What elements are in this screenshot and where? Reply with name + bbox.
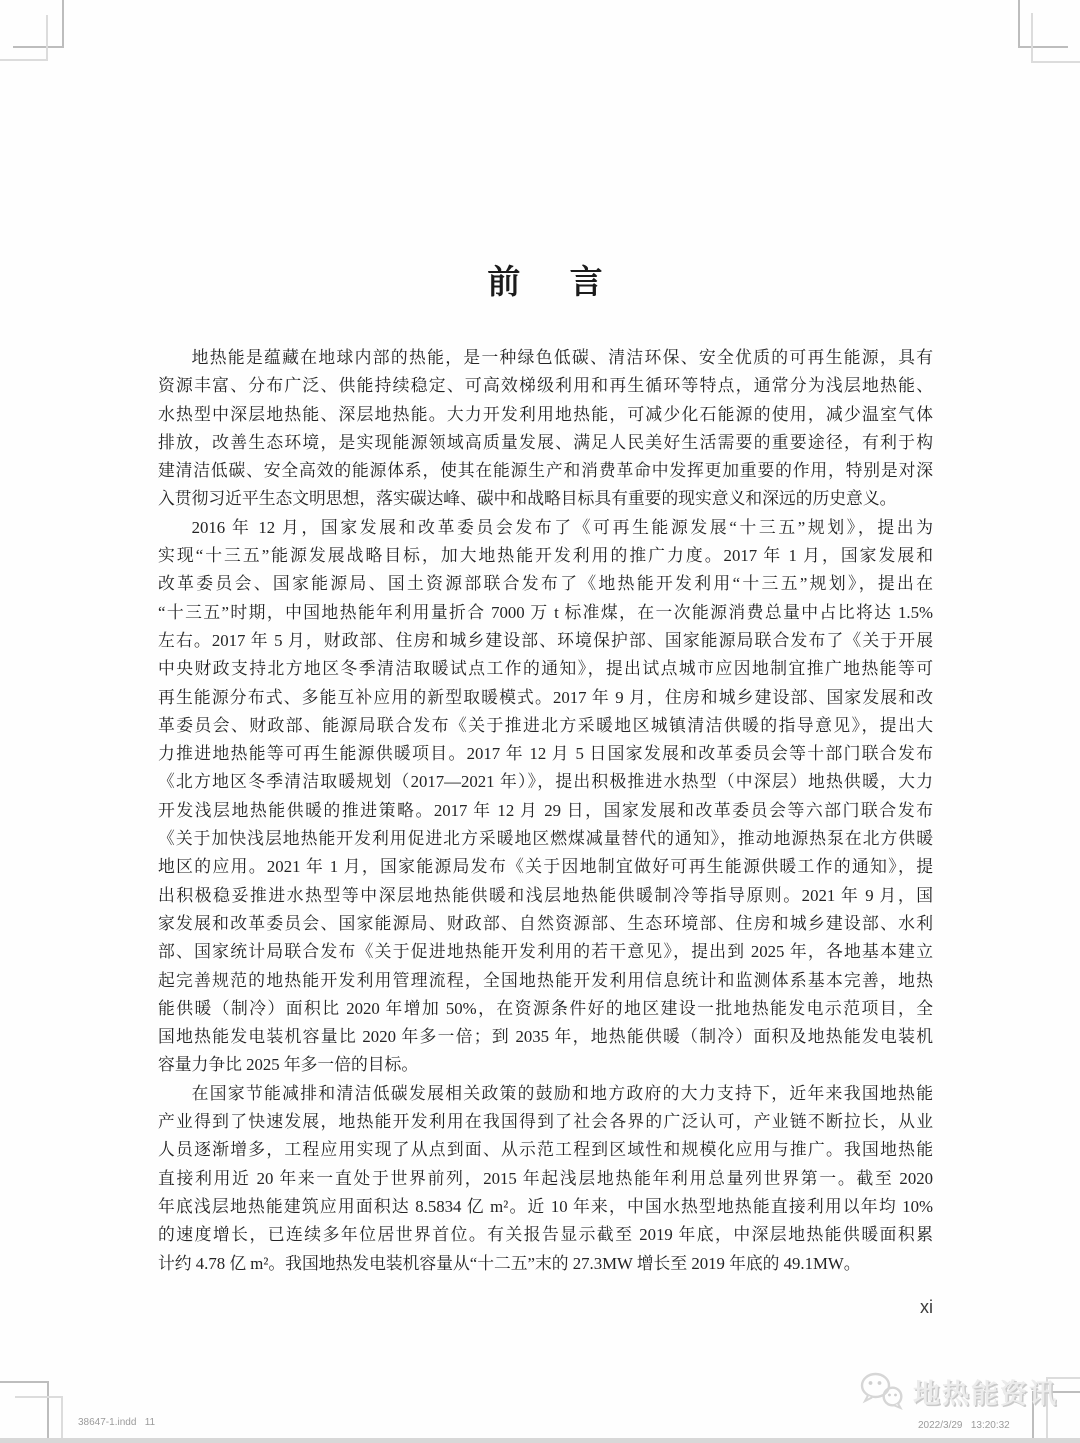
watermark-text: 地热能资讯 (913, 1378, 1058, 1409)
crop-mark (1031, 61, 1080, 63)
text-line: 左右。2017 年 5 月，财政部、住房和城乡建设部、环境保护部、国家能源局联合发布了《关于开展 (158, 630, 933, 650)
text-line: 实现“十三五”能源发展战略目标，加大地热能开发利用的推广力度。2017 年 1 月，国家发展和 (158, 546, 933, 566)
text-line: 再生能源分布式、多能互补应用的新型取暖模式。2017 年 9 月，住房和城乡建设部、国家发展和改 (158, 687, 933, 707)
page-number: xi (920, 1297, 933, 1317)
text-line: 国地热能发电装机容量比 2020 年多一倍；到 2035 年，地热能供暖（制冷）面积及地热能发电装机 (158, 1027, 933, 1047)
paragraph (158, 514, 933, 1080)
scan-bottom-edge (0, 1438, 1080, 1443)
footer-timestamp: 2022/3/29 13:20:32 (918, 1420, 1010, 1431)
paragraph (158, 344, 933, 514)
text-line: 家发展和改革委员会、国家能源局、财政部、自然资源部、生态环境部、住房和城乡建设部、水利 (158, 913, 933, 933)
text-line: 部、国家统计局联合发布《关于促进地热能开发利用的若干意见》，提出到 2025 年，各地基本建立 (158, 942, 933, 962)
text-line: 力推进地热能等可再生能源供暖项目。2017 年 12 月 5 日国家发展和改革委员会等十部门联合发布 (158, 744, 933, 764)
text-line: 直接利用近 20 年来一直处于世界前列，2015 年起浅层地热能年利用总量列世界第一。截至 2020 (158, 1168, 933, 1188)
crop-mark (62, 0, 64, 48)
preface-body (158, 344, 933, 1278)
page-title: 前 言 (487, 263, 604, 300)
text-line: 年底浅层地热能建筑应用面积达 8.5834 亿 m²。近 10 年来，中国水热型地热能直接利用以年均 10% (158, 1196, 933, 1216)
crop-mark (1031, 13, 1033, 63)
text-line: 能供暖（制冷）面积比 2020 年增加 50%，在资源条件好的地区建设一批地热能发电示范项目，全 (158, 998, 933, 1018)
crop-mark (0, 1381, 49, 1383)
text-line: 计约 4.78 亿 m²。我国地热发电装机容量从“十二五”末的 27.3MW 增长至 2019 年底的 49.1MW。 (158, 1253, 861, 1273)
text-line: 水热型中深层地热能、深层地热能。大力开发利用地热能，可减少化石能源的使用，减少温室气体 (158, 404, 933, 424)
text-line: 容量力争比 2025 年多一倍的目标。 (158, 1055, 419, 1075)
text-line: “十三五”时期，中国地热能年利用量折合 7000 万 t 标准煤，在一次能源消费总量中占比将达 1.5% (158, 602, 933, 622)
crop-mark (47, 1381, 49, 1441)
crop-mark (0, 59, 48, 61)
text-line: 的速度增长，已连续多年位居世界首位。有关报告显示截至 2019 年底，中深层地热能供暖面积累 (158, 1225, 933, 1245)
text-line: 起完善规范的地热能开发利用管理流程，全国地热能开发利用信息统计和监测体系基本完善，地热 (158, 970, 933, 990)
text-line: 地区的应用。2021 年 1 月，国家能源局发布《关于因地制宜做好可再生能源供暖工作的通知》，提 (158, 857, 933, 877)
text-line: 产业得到了快速发展，地热能开发利用在我国得到了社会各界的广泛认可，产业链不断拉长，从业 (158, 1112, 933, 1132)
text-line: 排放，改善生态环境，是实现能源领域高质量发展、满足人民美好生活需要的重要途径，有利于构 (158, 432, 933, 452)
watermark (858, 1370, 1058, 1412)
crop-mark (13, 46, 64, 48)
text-line: 2016 年 12 月，国家发展和改革委员会发布了《可再生能源发展“十三五”规划》，提出为 (191, 517, 933, 537)
text-line: 入贯彻习近平生态文明思想，落实碳达峰、碳中和战略目标具有重要的现实意义和深远的历史意义。 (158, 489, 897, 509)
text-line: 人员逐渐增多，工程应用实现了从点到面、从示范工程到区域性和规模化应用与推广。我国地热能 (158, 1140, 933, 1160)
paragraph (158, 1080, 933, 1278)
text-line: 《关于加快浅层地热能开发利用促进北方采暖地区燃煤减量替代的通知》，推动地源热泵在北方供暖 (158, 829, 933, 849)
crop-mark (15, 1396, 63, 1398)
crop-mark (1018, 46, 1068, 48)
text-line: 在国家节能减排和清洁低碳发展相关政策的鼓励和地方政府的大力支持下，近年来我国地热能 (191, 1083, 933, 1103)
text-line: 《北方地区冬季清洁取暖规划（2017—2021 年）》，提出积极推进水热型（中深层）地热供暖，大力 (158, 772, 933, 792)
wechat-icon (858, 1370, 906, 1412)
text-line: 出积极稳妥推进水热型等中深层地热能供暖和浅层地热能供暖制冷等指导原则。2021 年 9 月，国 (158, 885, 933, 905)
crop-mark (46, 15, 48, 61)
footer-file-label: 38647-1.indd 11 (78, 1417, 156, 1428)
crop-mark (61, 1396, 63, 1443)
text-line: 建清洁低碳、安全高效的能源体系，使其在能源生产和消费革命中发挥更加重要的作用，特别是对深 (158, 461, 933, 481)
text-line: 改革委员会、国家能源局、国土资源部联合发布了《地热能开发利用“十三五”规划》，提出在 (158, 574, 933, 594)
text-line: 中央财政支持北方地区冬季清洁取暖试点工作的通知》，提出试点城市应因地制宜推广地热能等可 (158, 659, 933, 679)
text-line: 地热能是蕴藏在地球内部的热能，是一种绿色低碳、清洁环保、安全优质的可再生能源，具有 (191, 348, 933, 367)
text-line: 革委员会、财政部、能源局联合发布《关于推进北方采暖地区城镇清洁供暖的指导意见》，提出大 (158, 715, 933, 735)
text-line: 资源丰富、分布广泛、供能持续稳定、可高效梯级利用和再生循环等特点，通常分为浅层地热能、 (158, 376, 933, 396)
text-line: 开发浅层地热能供暖的推进策略。2017 年 12 月 29 日，国家发展和改革委员会等六部门联合发布 (158, 800, 933, 820)
crop-mark (1018, 0, 1020, 48)
